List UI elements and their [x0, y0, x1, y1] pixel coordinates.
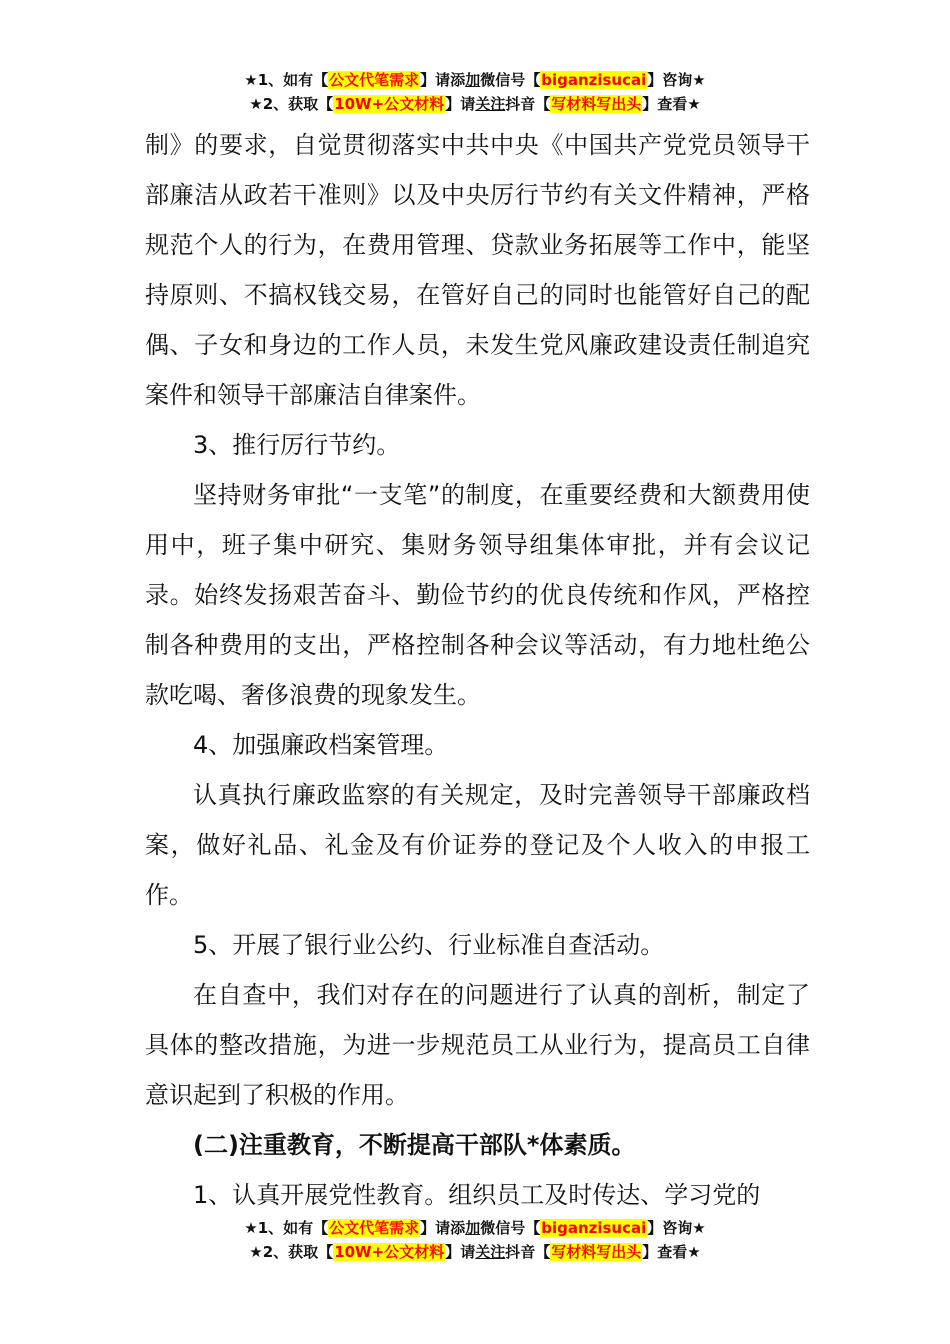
- section-heading: (二)注重教育，不断提高干部队*体素质。: [193, 1131, 636, 1159]
- promo-highlight: 公文代笔需求: [329, 1219, 420, 1237]
- promo-highlight: 写材料写出头: [551, 1243, 642, 1261]
- paragraph: 坚持财务审批“一支笔”的制度，在重要经费和大额费用使用中，班子集中研究、集财务领导组集体审批，并有会议记录。始终发扬艰苦奋斗、勤俭节约的优良传统和作风，严格控制各种费用的支出，严格控制各种会议等活动，有力地杜绝公款吃喝、奢侈浪费的现象发生。: [145, 481, 810, 709]
- promo-text: ★2、获取【: [249, 95, 334, 113]
- promo-underline: 加: [465, 71, 481, 89]
- section-item: 1、认真开展党性教育。组织员工及时传达、学习党的: [193, 1181, 761, 1209]
- paragraph: 认真执行廉政监察的有关规定，及时完善领导干部廉政档案，做好礼品、礼金及有价证券的登记及个人收入的申报工作。: [145, 781, 810, 909]
- promo-highlight: 10W+公文材料: [334, 1243, 445, 1261]
- promo-highlight: biganzisucai: [541, 71, 647, 89]
- promo-highlight: 写材料写出头: [551, 95, 642, 113]
- promo-text: 】请添: [420, 1219, 466, 1237]
- paragraph: 在自查中，我们对存在的问题进行了认真的剖析，制定了具体的整改措施，为进一步规范员工从业行为，提高员工自律意识起到了积极的作用。: [145, 981, 810, 1109]
- section-item: 3、推行厉行节约。: [193, 431, 401, 459]
- promo-highlight: 公文代笔需求: [329, 71, 420, 89]
- promo-line-2: [0, 1240, 950, 1264]
- promo-highlight: 10W+公文材料: [334, 95, 445, 113]
- promo-highlight: biganzisucai: [541, 1219, 647, 1237]
- promo-line-1: [0, 68, 950, 92]
- promo-text: ★1、如有【: [244, 1219, 329, 1237]
- promo-underline: 关注: [475, 95, 506, 113]
- promo-banner-top: [0, 68, 950, 116]
- promo-text: 】请添: [420, 71, 466, 89]
- promo-text: 抖音【: [505, 95, 551, 113]
- document-body: [145, 120, 810, 1220]
- promo-underline: 加: [465, 1219, 481, 1237]
- promo-text: 】查看★: [642, 95, 701, 113]
- promo-underline: 关注: [475, 1243, 506, 1261]
- promo-text: 微信号【: [480, 71, 541, 89]
- section-item: 4、加强廉政档案管理。: [193, 731, 449, 759]
- promo-text: 】咨询★: [647, 1219, 706, 1237]
- section-item: 5、开展了银行业公约、行业标准自查活动。: [193, 931, 665, 959]
- promo-text: ★1、如有【: [244, 71, 329, 89]
- promo-text: 】咨询★: [647, 71, 706, 89]
- promo-text: 】请: [445, 1243, 476, 1261]
- promo-text: ★2、获取【: [249, 1243, 334, 1261]
- promo-text: 】查看★: [642, 1243, 701, 1261]
- paragraph: 制》的要求，自觉贯彻落实中共中央《中国共产党党员领导干部廉洁从政若干准则》以及中央厉行节约有关文件精神，严格规范个人的行为，在费用管理、贷款业务拓展等工作中，能坚持原则、不搞权钱交易，在管好自己的同时也能管好自己的配偶、子女和身边的工作人员，未发生党风廉政建设责任制追究案件和领导干部廉洁自律案件。: [145, 131, 810, 409]
- promo-line-1: [0, 1216, 950, 1240]
- promo-text: 】请: [445, 95, 476, 113]
- promo-text: 抖音【: [505, 1243, 551, 1261]
- promo-banner-bottom: [0, 1216, 950, 1264]
- promo-line-2: [0, 92, 950, 116]
- promo-text: 微信号【: [480, 1219, 541, 1237]
